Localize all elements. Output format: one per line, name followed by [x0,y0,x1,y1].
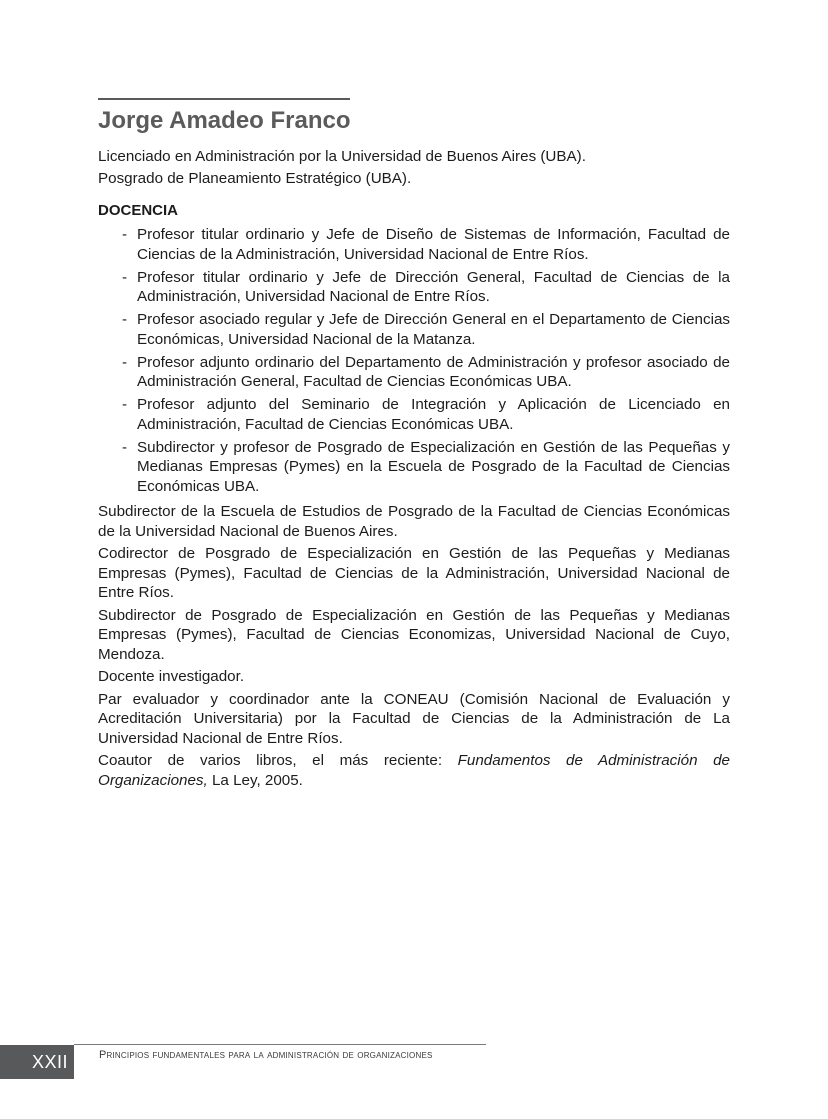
book-title: Fundamentos de Administración de Organizaciones, [98,752,730,789]
paragraph: Codirector de Posgrado de Especialización en Gestión de las Pequeñas y Medianas Empresas (Pymes), Facultad de Ciencias de la Administración, Universidad Nacional de Entre Ríos. [98,545,730,601]
paragraph: Subdirector de Posgrado de Especialización en Gestión de las Pequeñas y Medianas Empresas (Pymes), Facultad de Ciencias Economizas, Universidad Nacional de Cuyo, Mendoza. [98,606,730,663]
page-footer [0,1044,828,1080]
coauthor-paragraph [98,751,730,790]
list-item-text: Profesor adjunto ordinario del Departamento de Administración y profesor asociado de Administración General, Facultad de Ciencias Económicas UBA. [137,353,730,390]
page-content [98,98,730,793]
list-item-text: Profesor titular ordinario y Jefe de Diseño de Sistemas de Información, Facultad de Ciencias de la Administración, Universidad Nacional de Entre Ríos. [137,226,730,263]
list-dash: - [122,396,128,413]
list-item-text: Profesor adjunto del Seminario de Integración y Aplicación de Licenciado en Administración, Facultad de Ciencias Económicas UBA. [137,396,730,433]
list-item [98,268,730,307]
list-item-text: Subdirector y profesor de Posgrado de Especialización en Gestión de las Pequeñas y Medianas Empresas (Pymes) en la Escuela de Posgrado de la Facultad de Ciencias Económicas UBA. [137,438,730,495]
list-item [98,395,730,434]
footer-rule [74,1044,486,1045]
docencia-list [98,225,730,496]
paragraph: Par evaluador y coordinador ante la CONEAU (Comisión Nacional de Evaluación y Acreditación Universitaria) por la Facultad de Ciencias de la Administración de La Universidad Nacional de Entre Ríos. [98,690,730,747]
coauthor-prefix: Coautor de varios libros, el más reciente: [98,752,458,769]
author-name: Jorge Amadeo Franco [98,107,351,134]
list-item-text: Profesor titular ordinario y Jefe de Dirección General, Facultad de Ciencias de la Administración, Universidad Nacional de Entre Ríos. [137,268,730,305]
list-dash: - [122,226,128,243]
list-dash: - [122,311,128,328]
list-item [98,438,730,497]
list-item [98,310,730,349]
page-number: XXII [0,1045,74,1079]
list-dash: - [122,268,128,286]
running-title: Principios fundamentales para la administración de organizaciones [99,1049,433,1061]
list-item [98,225,730,264]
header-rule [98,98,350,100]
list-dash: - [122,353,128,371]
coauthor-suffix: La Ley, 2005. [207,771,303,789]
paragraph: Docente investigador. [98,668,245,685]
list-item [98,353,730,392]
list-item-text: Profesor asociado regular y Jefe de Dirección General en el Departamento de Ciencias Económicas, Universidad Nacional de la Matanza. [137,311,730,348]
degree-line: Posgrado de Planeamiento Estratégico (UBA). [98,170,412,187]
paragraph: Subdirector de la Escuela de Estudios de Posgrado de la Facultad de Ciencias Económicas de la Universidad Nacional de Buenos Aires. [98,503,730,540]
degree-line: Licenciado en Administración por la Universidad de Buenos Aires (UBA). [98,148,586,165]
list-dash: - [122,438,128,456]
section-title-docencia: DOCENCIA [98,202,179,219]
